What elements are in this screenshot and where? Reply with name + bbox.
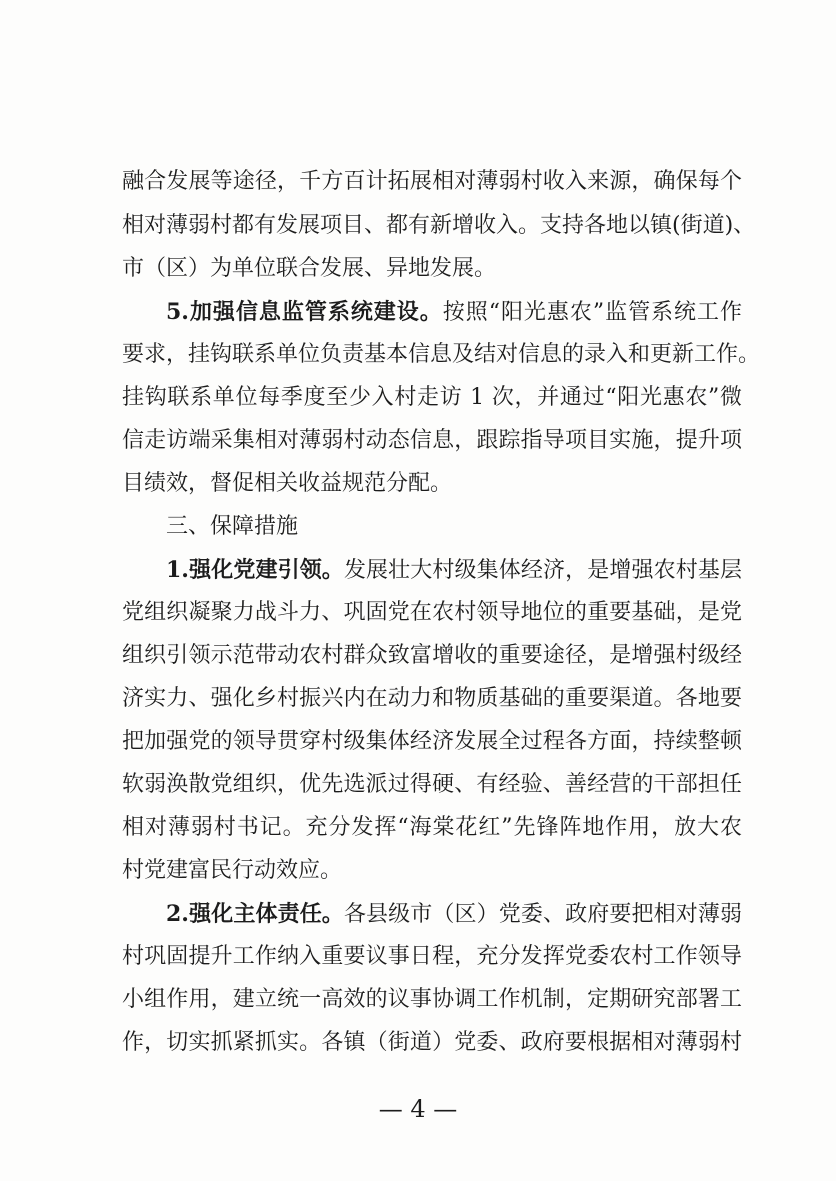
text-line: 村巩固提升工作纳入重要议事日程，充分发挥党委农村工作领导 bbox=[122, 944, 742, 969]
text-line: 小组作用，建立统一高效的议事协调工作机制，定期研究部署工 bbox=[122, 987, 742, 1012]
text-line: 目绩效，督促相关收益规范分配。 bbox=[122, 471, 453, 496]
paragraph-s1-text: 发展壮大村级集体经济，是增强农村基层 bbox=[343, 558, 742, 583]
text-line: 信走访端采集相对薄弱村动态信息，跟踪指导项目实施，提升项 bbox=[122, 428, 742, 453]
text-line: 相对薄弱村书记。充分发挥“海棠花红”先锋阵地作用，放大农 bbox=[122, 815, 742, 840]
text-line: 组织引领示范带动农村群众致富增收的重要途径，是增强村级经 bbox=[122, 643, 742, 668]
text-line: 济实力、强化乡村振兴内在动力和物质基础的重要渠道。各地要 bbox=[122, 686, 742, 711]
paragraph-5-first-line bbox=[166, 297, 742, 328]
text-line: 作，切实抓紧抓实。各镇（街道）党委、政府要根据相对薄弱村 bbox=[122, 1030, 742, 1055]
section-heading: 三、保障措施 bbox=[166, 514, 299, 539]
page-number: — 4 — bbox=[378, 1095, 458, 1123]
paragraph-5-text: 按照“阳光惠农”监管系统工作 bbox=[442, 300, 743, 325]
paragraph-s1-first-line bbox=[166, 555, 742, 586]
text-line: 党组织凝聚力战斗力、巩固党在农村领导地位的重要基础，是党 bbox=[122, 600, 742, 625]
text-line: 软弱涣散党组织，优先选派过得硬、有经验、善经营的干部担任 bbox=[122, 772, 742, 797]
paragraph-s2-heading: 2.强化主体责任。 bbox=[166, 901, 344, 927]
text-line: 相对薄弱村都有发展项目、都有新增收入。支持各地以镇(街道)、 bbox=[122, 213, 756, 238]
paragraph-5-heading: 5.加强信息监管系统建设。 bbox=[166, 299, 443, 325]
text-line: 要求，挂钩联系单位负责基本信息及结对信息的录入和更新工作。 bbox=[122, 342, 761, 367]
text-line: 村党建富民行动效应。 bbox=[122, 858, 343, 883]
text-line: 挂钩联系单位每季度至少入村走访 1 次，并通过“阳光惠农”微 bbox=[122, 385, 742, 410]
text-line: 把加强党的领导贯穿村级集体经济发展全过程各方面，持续整顿 bbox=[122, 729, 742, 754]
paragraph-s2-first-line bbox=[166, 899, 742, 930]
paragraph-s2-text: 各县级市（区）党委、政府要把相对薄弱 bbox=[343, 902, 742, 927]
text-line: 市（区）为单位联合发展、异地发展。 bbox=[122, 256, 497, 281]
text-line: 融合发展等途径，千方百计拓展相对薄弱村收入来源，确保每个 bbox=[122, 169, 742, 194]
paragraph-s1-heading: 1.强化党建引领。 bbox=[166, 557, 344, 583]
